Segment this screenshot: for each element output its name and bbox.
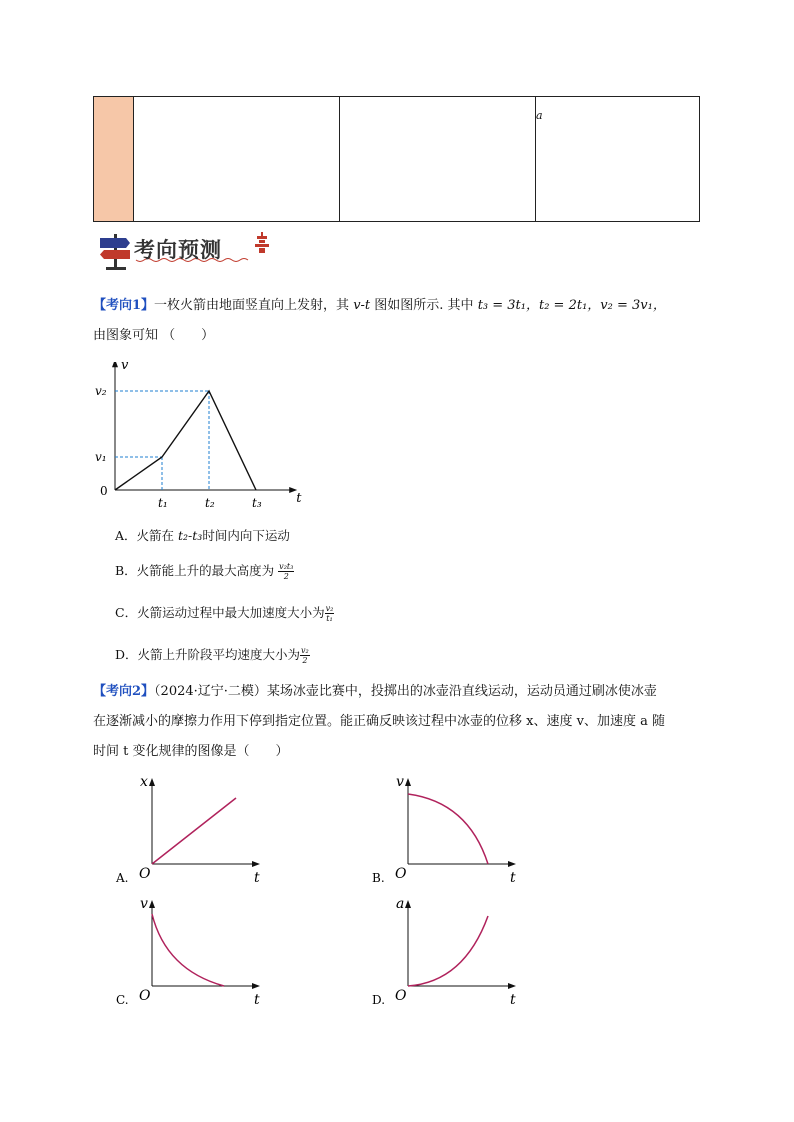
q1-option-d-den: 2 bbox=[302, 656, 308, 665]
q2-graph-d[interactable] bbox=[368, 894, 528, 1012]
x-axis-label: t bbox=[510, 870, 516, 886]
option-label: C. bbox=[116, 993, 129, 1007]
q1-option-d[interactable] bbox=[115, 646, 310, 665]
option-label: D. bbox=[372, 993, 386, 1007]
summary-table bbox=[93, 96, 700, 222]
table-cell-text: a bbox=[536, 109, 543, 122]
y-axis-arrow bbox=[149, 900, 155, 908]
y-axis-label: v bbox=[396, 774, 404, 790]
q2-tag: 【考向2】 bbox=[93, 684, 155, 699]
x-tick-0: 0 bbox=[100, 484, 108, 498]
table-cell-3 bbox=[536, 97, 699, 221]
y-axis-arrow bbox=[149, 778, 155, 786]
x-axis-label: t bbox=[296, 491, 302, 506]
q2-line2: 在逐渐减小的摩擦力作用下停到指定位置。能正确反映该过程中冰壶的位移 x、速度 v、加速度 a 随 bbox=[93, 714, 665, 729]
section-header bbox=[96, 228, 276, 272]
q1-option-c-fraction bbox=[325, 604, 335, 623]
section-title: 考向预测 bbox=[134, 238, 222, 262]
option-label: A. bbox=[116, 871, 129, 885]
y-axis-arrow bbox=[112, 362, 118, 367]
q1-stem-line2: 由图象可知 （ ） bbox=[93, 328, 215, 343]
q1-option-c-text: C．火箭运动过程中最大加速度大小为 bbox=[115, 605, 325, 620]
x-axis-arrow bbox=[508, 983, 516, 989]
graph-curve bbox=[408, 916, 488, 986]
q1-option-a-suffix: 时间内向下运动 bbox=[202, 528, 290, 543]
x-axis-arrow bbox=[252, 861, 260, 867]
x-axis-label: t bbox=[254, 992, 260, 1008]
pagoda-icon bbox=[255, 232, 269, 253]
x-axis-label: t bbox=[510, 992, 516, 1008]
vt-chart bbox=[93, 362, 303, 512]
q1-option-c[interactable] bbox=[115, 604, 334, 623]
graph-curve bbox=[408, 794, 488, 864]
q1-tag: 【考向1】 bbox=[93, 298, 155, 313]
y-axis-label: v bbox=[121, 362, 129, 374]
y-axis-arrow bbox=[405, 900, 411, 908]
x-tick-2: t₂ bbox=[205, 496, 215, 510]
q1-option-a[interactable] bbox=[115, 528, 290, 544]
y-tick-1: v₁ bbox=[95, 450, 107, 464]
graph-curve bbox=[152, 914, 224, 986]
origin-label: O bbox=[395, 866, 407, 882]
q1-option-d-fraction bbox=[300, 646, 310, 665]
table-header-cell bbox=[94, 97, 134, 221]
q1-option-b-fraction bbox=[278, 562, 294, 581]
x-axis-arrow bbox=[252, 983, 260, 989]
q2-graph-c[interactable] bbox=[112, 894, 272, 1012]
q1-option-b-num: v₂t₃ bbox=[279, 562, 294, 571]
y-axis-label: a bbox=[396, 896, 405, 912]
q2-line3: 时间 t 变化规律的图像是（ ） bbox=[93, 744, 289, 759]
q1-stem-vt: v-t bbox=[353, 298, 371, 313]
q2-graph-a[interactable] bbox=[112, 772, 272, 890]
origin-label: O bbox=[395, 988, 407, 1004]
q1-formula: t₃ = 3t₁，t₂ = 2t₁，v₂ = 3v₁， bbox=[477, 298, 666, 313]
q1-stem-a: 一枚火箭由地面竖直向上发射，其 bbox=[154, 298, 354, 313]
q1-option-b-text: B．火箭能上升的最大高度为 bbox=[115, 563, 279, 578]
x-axis-label: t bbox=[254, 870, 260, 886]
x-tick-1: t₁ bbox=[158, 496, 168, 510]
q1-option-d-num: v₂ bbox=[301, 646, 309, 655]
origin-label: O bbox=[139, 988, 151, 1004]
q1-stem-b: 图如图所示. 其中 bbox=[370, 298, 478, 313]
q2-graph-b[interactable] bbox=[368, 772, 528, 890]
table-cell-2 bbox=[340, 97, 536, 221]
y-axis-label: v bbox=[140, 896, 148, 912]
q1-option-c-num: v₂ bbox=[325, 604, 334, 613]
graph-curve bbox=[152, 798, 236, 864]
y-axis-label: x bbox=[140, 774, 148, 790]
q2-line1-text: （2024·辽宁·二模）某场冰壶比赛中，投掷出的冰壶沿直线运动，运动员通过刷冰使冰壶 bbox=[154, 684, 657, 699]
vt-series-line bbox=[115, 391, 256, 490]
q1-stem bbox=[93, 298, 666, 314]
x-axis-arrow bbox=[508, 861, 516, 867]
y-axis-arrow bbox=[405, 778, 411, 786]
q1-option-b-den: 2 bbox=[283, 572, 289, 581]
x-tick-3: t₃ bbox=[252, 496, 262, 510]
q1-option-b[interactable] bbox=[115, 562, 294, 581]
origin-label: O bbox=[139, 866, 151, 882]
y-tick-2: v₂ bbox=[95, 384, 107, 398]
q1-option-d-text: D．火箭上升阶段平均速度大小为 bbox=[115, 647, 301, 662]
option-label: B. bbox=[372, 871, 385, 885]
q1-option-a-prefix: A．火箭在 bbox=[115, 528, 179, 543]
q1-option-a-var: t₂-t₃ bbox=[178, 528, 203, 543]
q2-line1 bbox=[93, 684, 657, 700]
table-cell-1 bbox=[134, 97, 340, 221]
q1-option-c-den: t₁ bbox=[326, 614, 333, 623]
